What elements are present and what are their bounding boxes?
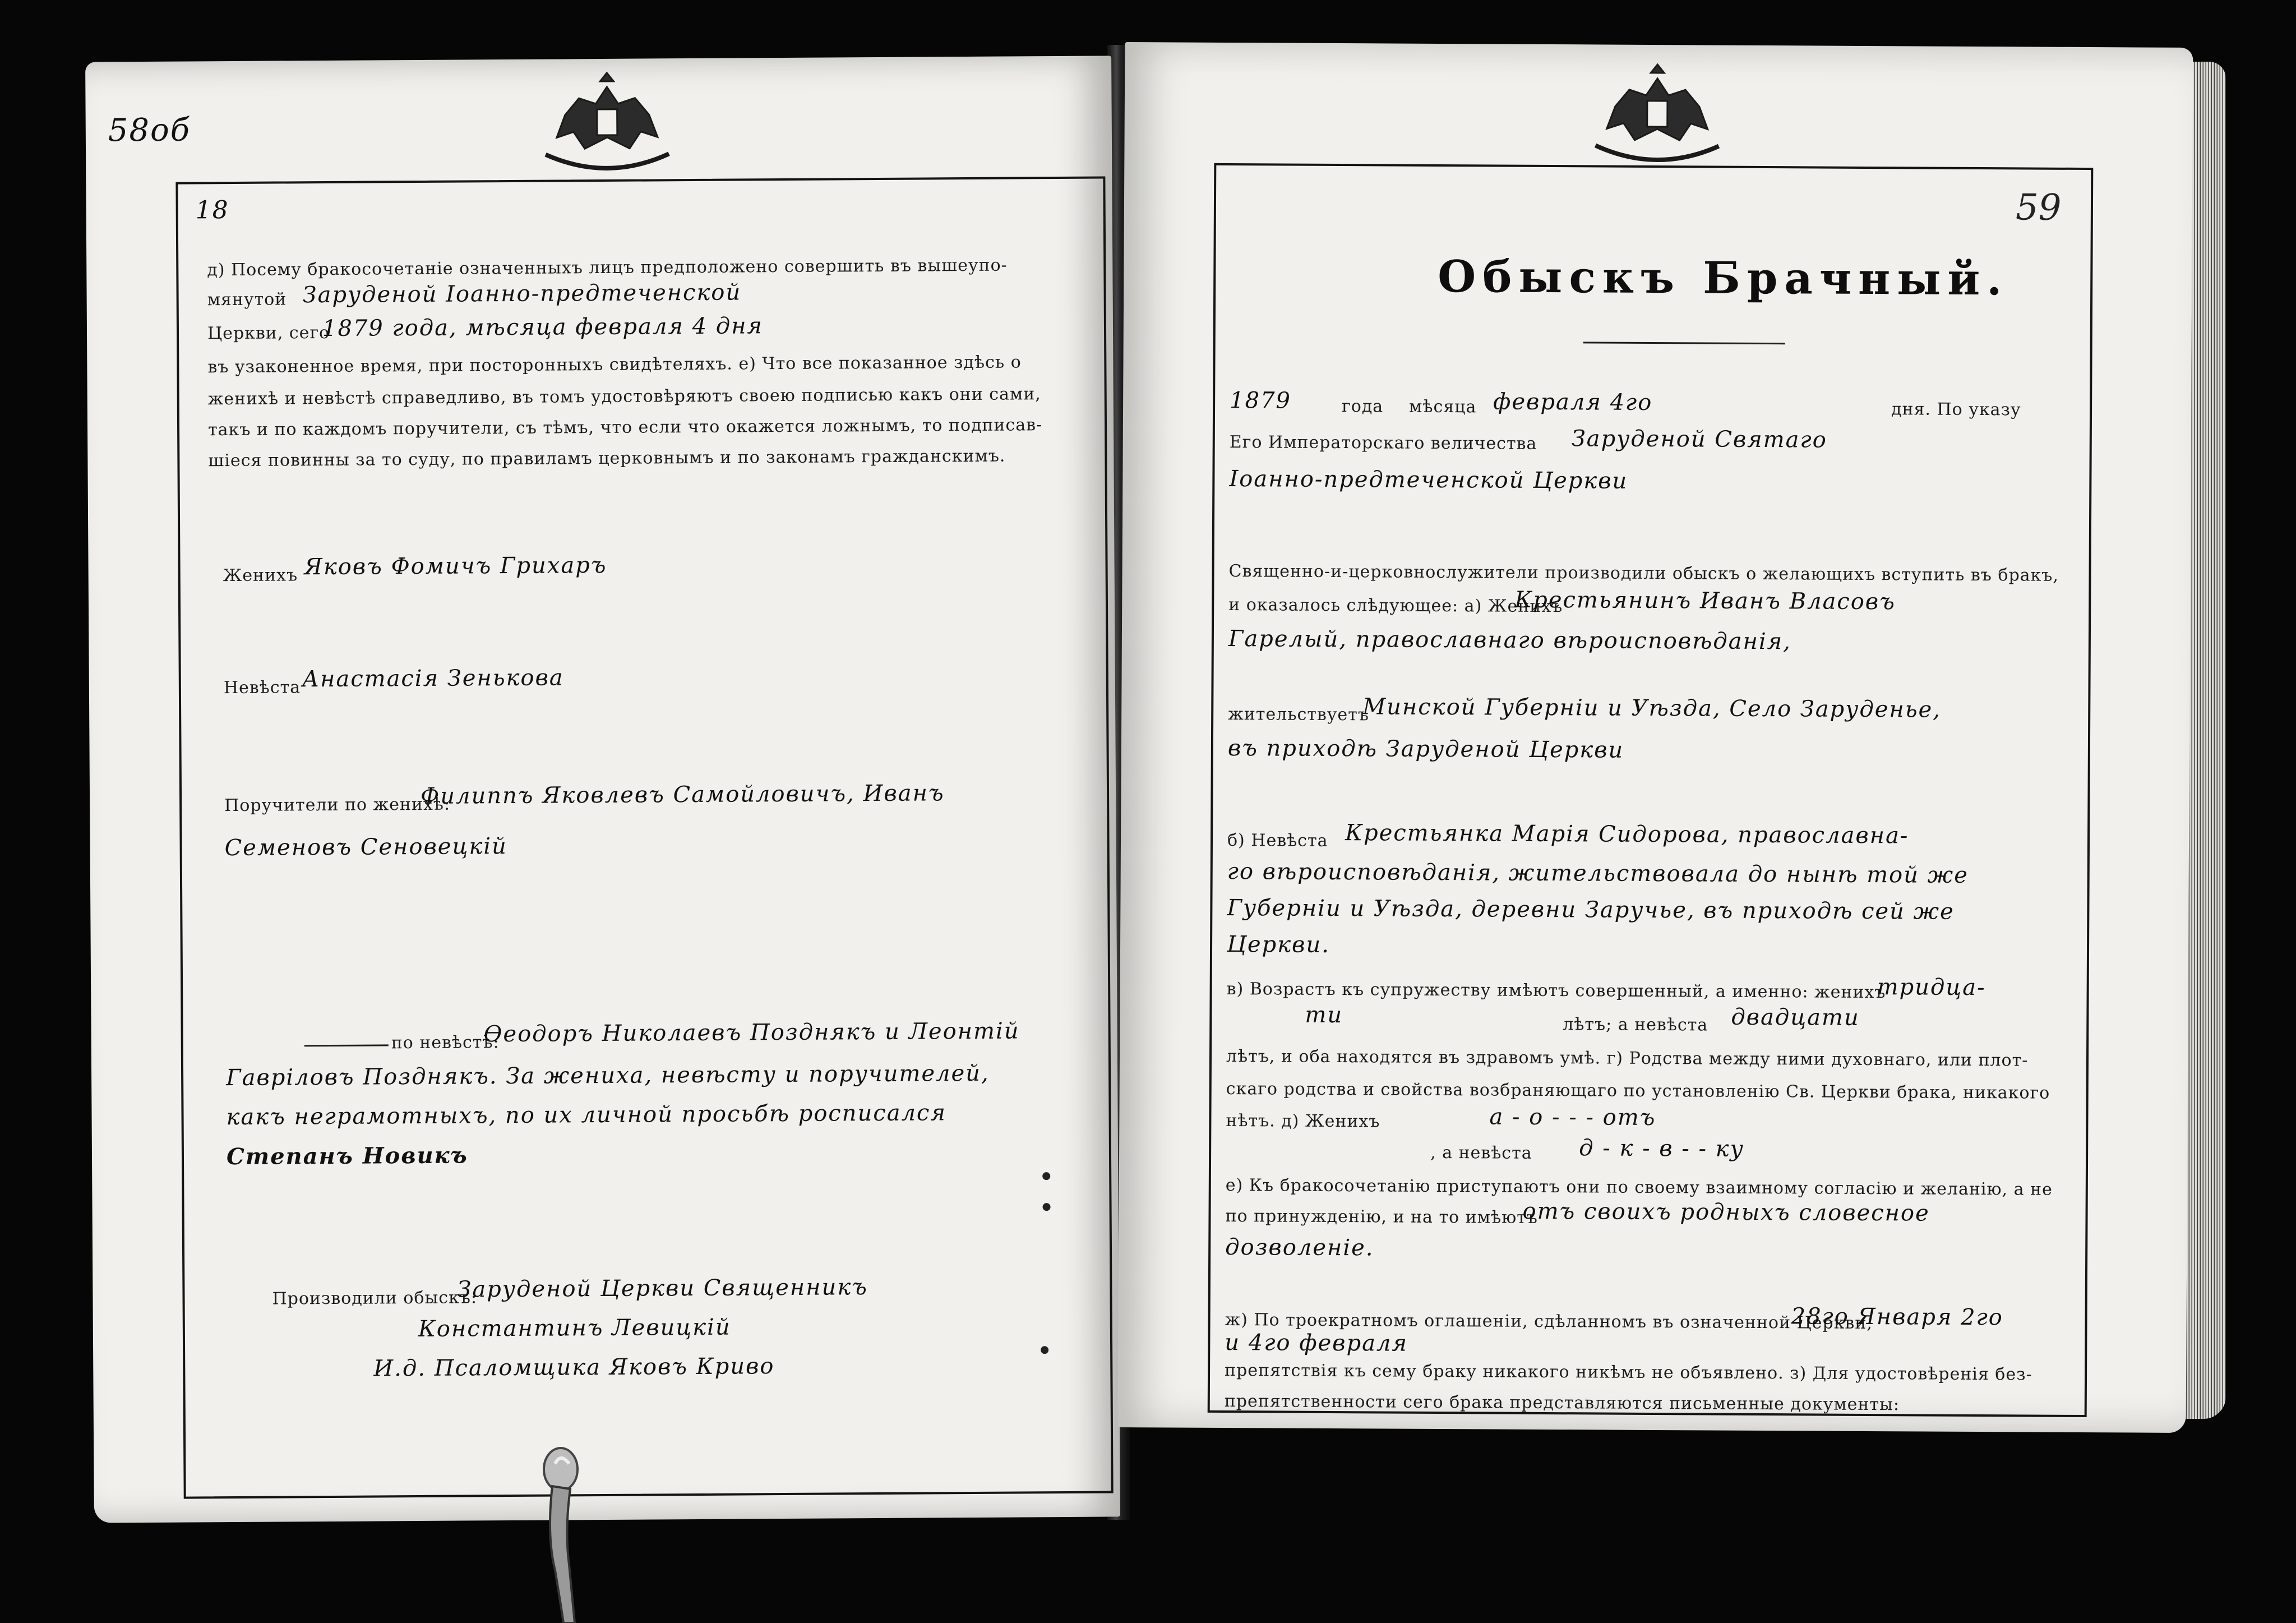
residence-handwritten: Минской Губернiи и Уѣзда, Село Заруденье, [1362, 694, 1942, 723]
bride-handwritten-3: Губернiи и Уѣзда, деревни Заручье, въ приходѣ сей же [1227, 895, 1955, 925]
guarantors-groom-line-1: Филиппъ Яковлевъ Самойловичъ, Иванъ [420, 780, 945, 809]
clause-b-label: б) Невѣста [1227, 831, 1328, 851]
clause-d-line-6: такъ и по каждомъ поручители, съ тѣмъ, что если что окажется ложнымъ, то подписав- [207, 415, 1043, 440]
clause-d-line-5: женихѣ и невѣстѣ справедливо, въ томъ удостовѣряютъ своею подписью какъ они сами, [207, 384, 1041, 409]
bride-label: Невѣста [223, 677, 301, 698]
bride-handwritten: Анастасiя Зенькова [302, 665, 564, 693]
clause-c-line-5: нѣтъ. д) Женихъ [1226, 1110, 1380, 1132]
metal-clip [530, 1447, 592, 1623]
clause-a-line-2: и оказалось слѣдующее: а) Женихъ [1228, 595, 1563, 617]
banns-dates-handwritten-2: и 4го февраля [1225, 1329, 1408, 1357]
clause-e-line-1: е) Къ бракосочетанiю приступаютъ они по своему взаимному согласiю и желанiю, а не [1225, 1175, 2053, 1200]
imperial-eagle-emblem [1584, 61, 1730, 174]
page-number: 59 [2015, 187, 2062, 229]
church-name-handwritten: Заруденой Святаго [1571, 426, 1827, 453]
bride-handwritten-4: Церкви. [1226, 932, 1330, 958]
clause-c-line-4: скаго родства и свойства возбраняющаго по установленiю Св. Церкви брака, никакого [1226, 1078, 2050, 1103]
signature-stepan-novik: Степанъ Новикъ [226, 1142, 468, 1170]
binding-hole [1042, 1172, 1050, 1180]
groom-label: Женихъ [223, 565, 298, 586]
banns-dates-handwritten: 28го Января 2го [1791, 1303, 2003, 1331]
clause-d-line-2: мянутой [207, 289, 287, 310]
clause-d-line-4: въ узаконенное время, при посторонныхъ свидѣтеляхъ. е) Что все показанное здѣсь о [207, 352, 1022, 377]
church-handwritten: Заруденой Iоанно-предтеченской [302, 279, 742, 308]
clause-e-line-2: по принужденiю, и на то имѣютъ [1225, 1206, 1539, 1228]
day-decree-label: дня. По указу [1891, 399, 2021, 420]
month-label: мѣсяца [1408, 396, 1477, 417]
consent-handwritten: отъ своихъ родныхъ словесное [1522, 1198, 1930, 1227]
guarantors-bride-label: по невѣстѣ: [391, 1032, 500, 1053]
consent-handwritten-2: дозволенiе. [1225, 1234, 1374, 1261]
producers-line-2: Константинъ Левицкiй [418, 1314, 731, 1343]
groom-handwritten-2: Гарелый, православнаго вѣроисповѣданiя, [1228, 626, 1792, 655]
clause-a-line-1: Священно-и-церковнослужители производили обыскъ о желающихъ вступить въ бракъ, [1228, 561, 2059, 585]
producers-line-1: Заруденой Церкви Священникъ [457, 1274, 868, 1303]
frame-mark: 18 [195, 196, 229, 225]
clause-f-line-3: препятственности сего брака представляются письменные документы: [1224, 1391, 1900, 1415]
guarantors-bride-line-2: Гаврiловъ Позднякъ. За жениха, невѣсту и поручителей, [225, 1060, 990, 1091]
guarantors-groom-line-2: Семеновъ Сеновецкiй [224, 833, 507, 861]
groom-marriage-handwritten: а - о - - - отъ [1489, 1104, 1656, 1131]
church-name-handwritten-2: Iоанно-предтеченской Церкви [1229, 466, 1628, 494]
month-handwritten: февраля 4го [1493, 389, 1653, 416]
guarantors-bride-line-1: Өеодоръ Николаевъ Позднякъ и Леонтiй [483, 1018, 1020, 1048]
clause-d-line-7: шiеся повинны за то суду, по правиламъ церковнымъ и по законамъ гражданскимъ. [208, 446, 1006, 471]
groom-age-handwritten-2: ти [1305, 1002, 1343, 1029]
left-page [85, 56, 1120, 1523]
residence-handwritten-2: въ приходѣ Заруденой Церкви [1227, 735, 1624, 763]
corner-number: 58об [108, 112, 191, 149]
producers-label: Производили обыскъ: [272, 1288, 478, 1309]
groom-handwritten: Крестьянинъ Иванъ Власовъ [1514, 587, 1896, 615]
groom-handwritten: Яковъ Фомичъ Грихаръ [304, 552, 607, 580]
date-handwritten: 1879 года, мѣсяца февраля 4 дня [322, 313, 764, 342]
clause-d-line-1: д) Посему бракосочетанiе означенныхъ лицъ предположено совершить въ вышеупо- [207, 255, 1008, 280]
right-page [1118, 42, 2193, 1433]
clause-d-line-3: Церкви, сего [207, 322, 330, 344]
guarantors-groom-label: Поручители по женихѣ: [224, 794, 451, 816]
clause-c-line-2: лѣтъ; а невѣста [1563, 1015, 1708, 1035]
bride-handwritten-2: го вѣроисповѣданiя, жительствовала до нынѣ той же [1227, 859, 1969, 888]
clause-f-line-2: препятствiя къ сему браку никакого никѣмъ не объявлено. з) Для удостовѣренiя без- [1224, 1360, 2032, 1385]
year-label: года [1341, 396, 1384, 417]
document-title: Обыскъ Брачный. [1438, 251, 2009, 306]
clause-f-line-1: ж) По троекратномъ оглашенiи, сдѣланномъ въ означенной Церкви, [1225, 1310, 1873, 1334]
binding-hole [1041, 1346, 1048, 1354]
clause-c-line-6: , а невѣста [1430, 1142, 1532, 1163]
page-frame [1208, 163, 2094, 1417]
bride-handwritten-1: Крестьянка Марiя Сидорова, православна- [1345, 820, 1909, 849]
bride-age-handwritten: двадцати [1731, 1004, 1860, 1031]
imperial-eagle-emblem [534, 70, 680, 183]
guarantors-bride-line-3: какъ неграмотныхъ, по их личной просьбѣ росписался [226, 1100, 947, 1131]
year-handwritten: 1879 [1230, 388, 1292, 414]
clause-c-line-1: в) Возрастъ къ супружеству имѣютъ совершенный, а именно: женихъ [1226, 979, 1886, 1003]
producers-line-3: И.д. Псаломщика Яковъ Криво [373, 1353, 775, 1382]
residence-label: жительствуетъ [1228, 704, 1370, 725]
bride-marriage-handwritten: д - к - в - - ку [1579, 1135, 1744, 1162]
groom-age-handwritten: тридца- [1877, 974, 1986, 1001]
binding-hole [1043, 1203, 1051, 1211]
majesty-label: Его Императорскаго величества [1229, 432, 1537, 454]
clause-c-line-3: лѣтъ, и оба находятся въ здравомъ умѣ. г) Родства между ними духовнаго, или плот- [1226, 1046, 2029, 1071]
